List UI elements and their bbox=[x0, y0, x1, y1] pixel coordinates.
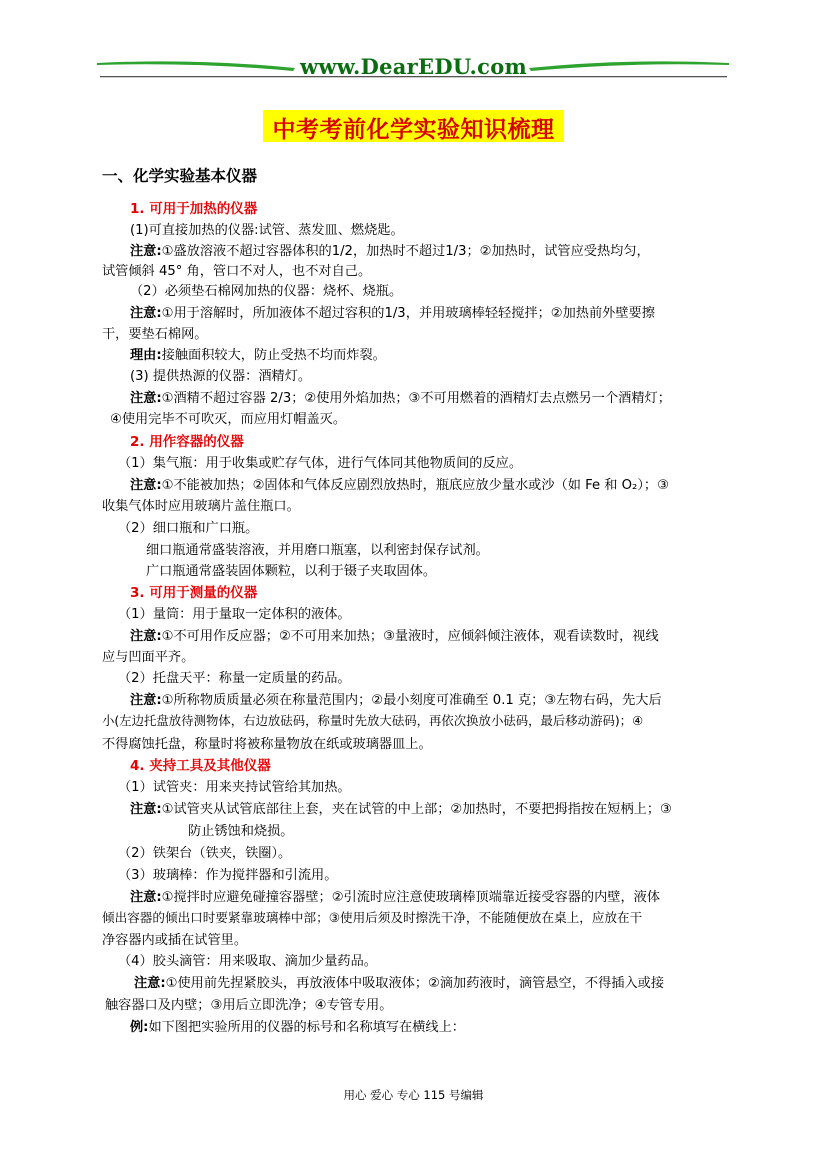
text-line: 细口瓶通常盛装溶液，并用磨口瓶塞，以利密封保存试剂。 bbox=[146, 543, 489, 558]
note-line bbox=[130, 689, 662, 708]
example-line bbox=[130, 1016, 465, 1035]
text-line: （2）托盘天平：称量一定质量的药品。 bbox=[118, 671, 351, 686]
page-footer: 用心 爱心 专心 115 号编辑 bbox=[343, 1088, 484, 1102]
text-line: ①用于溶解时，所加液体不超过容积的1/3，并用玻璃棒轻轻搅拌；②加热前外壁要擦 bbox=[161, 306, 655, 321]
text-line: 防止锈蚀和烧损。 bbox=[188, 824, 294, 839]
note-line bbox=[134, 972, 664, 991]
text-line: 净容器内或插在试管里。 bbox=[102, 933, 248, 948]
note-line bbox=[130, 240, 650, 259]
text-line: 如下图把实验所用的仪器的标号和名称填写在横线上： bbox=[148, 1020, 465, 1035]
text-line: (3) 提供热源的仪器：酒精灯。 bbox=[130, 369, 312, 384]
text-line: ①不能被加热；②固体和气体反应剧烈放热时，瓶底应放少量水或沙（如 Fe 和 O₂）；③ bbox=[161, 478, 669, 493]
note-label: 注意: bbox=[134, 976, 166, 991]
text-line: ①盛放溶液不超过容器体积的1/2，加热时不超过1/3；②加热时，试管应受热均匀， bbox=[161, 244, 650, 259]
note-label: 注意: bbox=[130, 629, 162, 644]
subheading-container-instruments: 2. 用作容器的仪器 bbox=[130, 434, 244, 450]
subheading-measuring-instruments: 3. 可用于测量的仪器 bbox=[130, 585, 258, 601]
example-label: 例: bbox=[130, 1020, 149, 1035]
reason-label: 理由: bbox=[130, 348, 162, 363]
reason-line bbox=[130, 344, 386, 363]
text-line: （2）必须垫石棉网加热的仪器：烧杯、烧瓶。 bbox=[130, 284, 403, 299]
note-label: 注意: bbox=[130, 890, 162, 905]
note-label: 注意: bbox=[130, 693, 162, 708]
text-line: 不得腐蚀托盘，称量时将被称量物放在纸或玻璃器皿上。 bbox=[102, 737, 432, 752]
text-line: ①不可用作反应器；②不可用来加热；③量液时，应倾斜倾注液体，观看读数时，视线 bbox=[161, 629, 659, 644]
subheading-heating-instruments: 1. 可用于加热的仪器 bbox=[130, 201, 258, 217]
text-line: ①酒精不超过容器 2/3；②使用外焰加热；③不可用燃着的酒精灯去点燃另一个酒精灯； bbox=[161, 391, 671, 406]
section-heading: 一、化学实验基本仪器 bbox=[102, 167, 258, 185]
text-line: ①所称物质质量必须在称量范围内；②最小刻度可准确至 0.1 克；③左物右码，先大后 bbox=[161, 693, 662, 708]
text-line: (1)可直接加热的仪器:试管、蒸发皿、燃烧匙。 bbox=[130, 223, 404, 238]
text-line: （2）铁架台（铁夹，铁圈）。 bbox=[118, 846, 292, 861]
subheading-holding-tools: 4. 夹持工具及其他仪器 bbox=[130, 758, 271, 774]
text-line: 试管倾斜 45° 角，管口不对人，也不对自己。 bbox=[102, 264, 372, 279]
note-line bbox=[130, 625, 659, 644]
text-line: 广口瓶通常盛装固体颗粒，以利于镊子夹取固体。 bbox=[146, 564, 437, 579]
note-line bbox=[130, 302, 655, 321]
text-line: ①试管夹从试管底部往上套，夹在试管的中上部；②加热时，不要把拇指按在短柄上；③ bbox=[161, 802, 672, 817]
text-line: 倾出容器的倾出口时要紧靠玻璃棒中部；③使用后须及时擦洗干净，不能随便放在桌上，应放在干 bbox=[102, 910, 643, 925]
text-line: 干，要垫石棉网。 bbox=[102, 327, 208, 342]
text-line: 收集气体时应用玻璃片盖住瓶口。 bbox=[102, 499, 300, 514]
text-line: ①使用前先捏紧胶头，再放液体中吸取液体；②滴加药液时，滴管悬空，不得插入或接 bbox=[165, 976, 665, 991]
note-line bbox=[130, 474, 669, 493]
note-label: 注意: bbox=[130, 802, 162, 817]
site-logo-text: www.DearEDU.com bbox=[299, 54, 528, 79]
text-line: （1）量筒：用于量取一定体积的液体。 bbox=[118, 607, 351, 622]
note-line bbox=[130, 387, 671, 406]
page-title: 中考考前化学实验知识梳理 bbox=[272, 117, 555, 143]
text-line: （4）胶头滴管：用来吸取、滴加少量药品。 bbox=[118, 954, 377, 969]
text-line: ④使用完毕不可吹灭，而应用灯帽盖灭。 bbox=[110, 412, 347, 427]
text-line: （3）玻璃棒：作为搅拌器和引流用。 bbox=[118, 868, 338, 883]
note-label: 注意: bbox=[130, 391, 162, 406]
note-line bbox=[130, 798, 672, 817]
text-line: 触容器口及内壁；③用后立即洗净；④专管专用。 bbox=[105, 998, 393, 1013]
text-line: 应与凹面平齐。 bbox=[102, 650, 195, 665]
note-label: 注意: bbox=[130, 244, 162, 259]
note-label: 注意: bbox=[130, 306, 162, 321]
text-line: （1）试管夹：用来夹持试管给其加热。 bbox=[118, 780, 351, 795]
text-line: 小(左边托盘放待测物体，右边放砝码，称量时先放大砝码，再依次换放小砝码，最后移动游码)；④ bbox=[102, 713, 644, 728]
note-label: 注意: bbox=[130, 478, 162, 493]
text-line: （2）细口瓶和广口瓶。 bbox=[118, 521, 259, 536]
text-line: （1）集气瓶：用于收集或贮存气体，进行气体同其他物质间的反应。 bbox=[118, 456, 523, 471]
text-line: ①搅拌时应避免碰撞容器壁；②引流时应注意使玻璃棒顶端靠近接受容器的内壁，液体 bbox=[161, 890, 661, 905]
text-line: 接触面积较大，防止受热不均而炸裂。 bbox=[161, 348, 386, 363]
note-line bbox=[130, 886, 660, 905]
